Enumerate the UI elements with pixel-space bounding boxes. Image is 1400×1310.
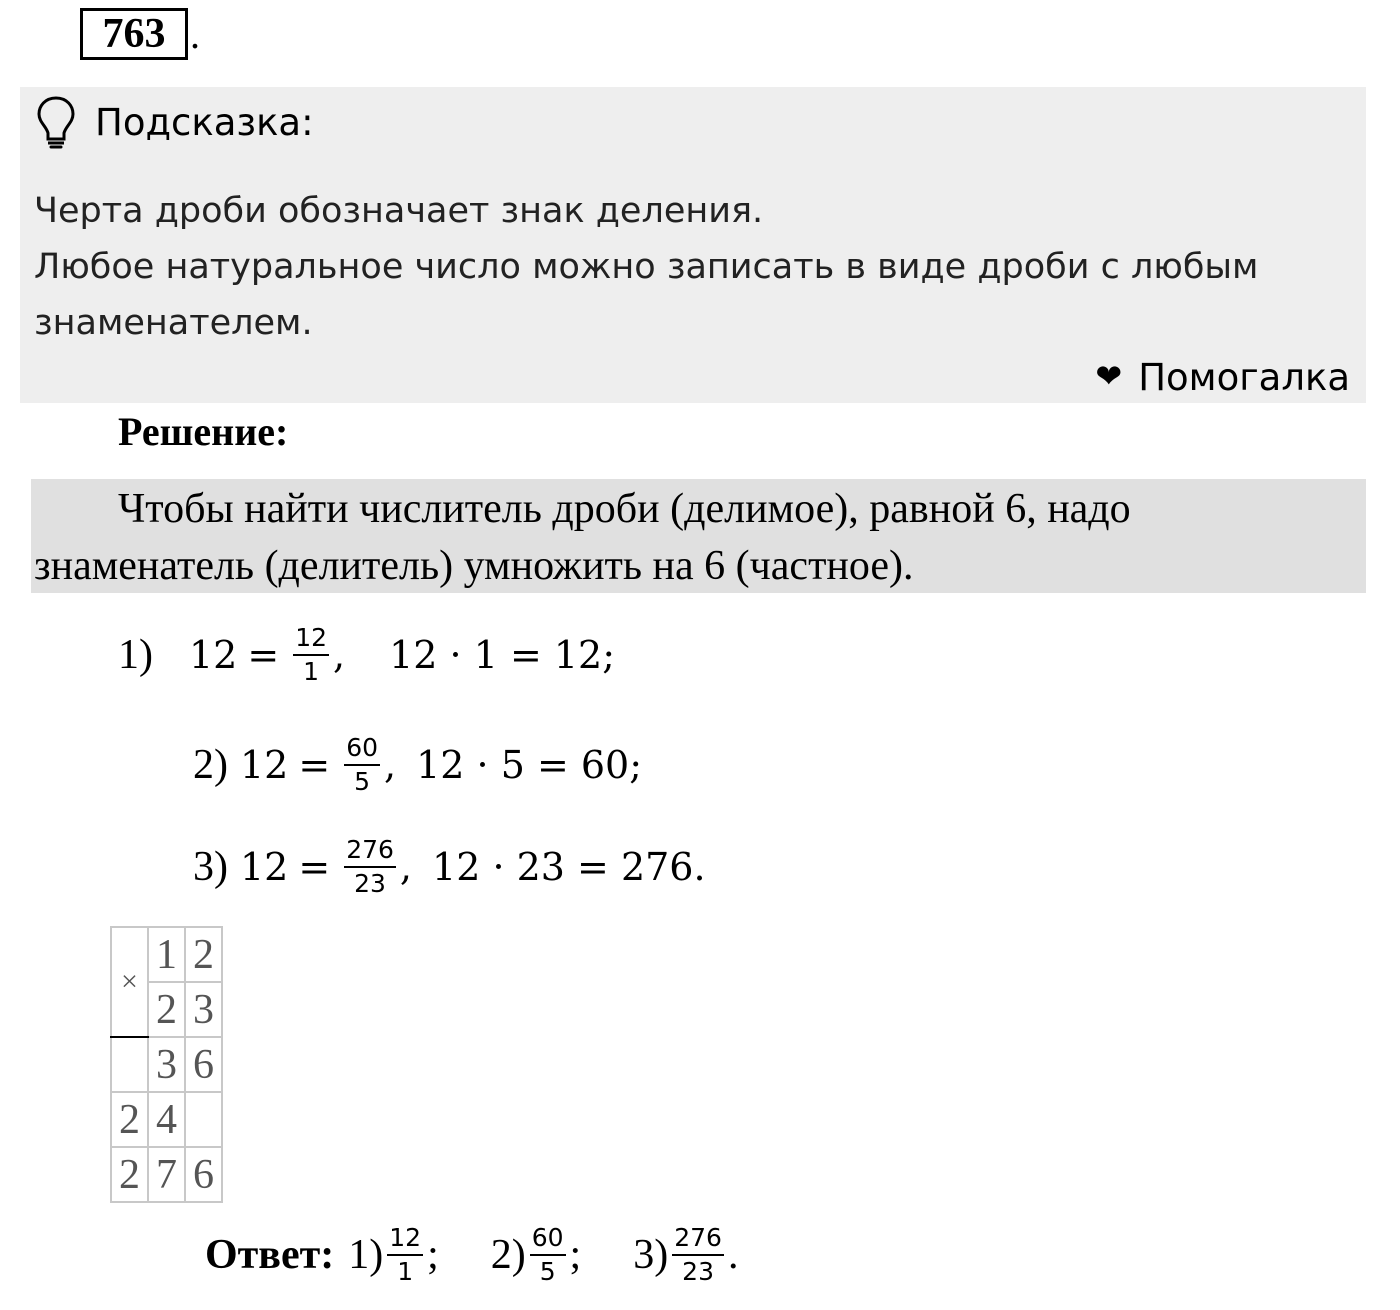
step-label: 1)	[118, 632, 153, 678]
step-expression: 12 · 1 = 12;	[389, 633, 616, 677]
mult-cell: 3	[148, 1037, 185, 1092]
solution-heading: Решение:	[118, 409, 289, 454]
mult-cell: 2	[185, 927, 222, 982]
mult-row	[111, 927, 222, 982]
step-whole: 12	[240, 743, 289, 787]
answer-item-label: 3)	[633, 1232, 669, 1278]
hint-line: Черта дроби обозначает знак деления.	[34, 191, 764, 231]
step-comma: ,	[384, 743, 397, 787]
step-whole: 12	[189, 633, 238, 677]
mult-cell	[185, 1092, 222, 1147]
step-1	[118, 610, 615, 700]
mult-row	[111, 1092, 222, 1147]
multiply-sign: ×	[111, 927, 148, 1037]
brand-link[interactable]	[1095, 350, 1350, 404]
mult-cell: 2	[111, 1147, 148, 1202]
mult-row	[111, 1037, 222, 1092]
fraction-numerator: 276	[672, 1222, 724, 1256]
answer-fraction	[530, 1222, 566, 1288]
hint-line: Любое натуральное число можно записать в виде дроби с любым	[34, 247, 1259, 287]
answer	[205, 1210, 738, 1300]
answer-separator: ;	[427, 1232, 439, 1278]
answer-label: Ответ:	[205, 1232, 335, 1278]
step-comma: ,	[399, 845, 413, 889]
step-expression: 12 · 5 = 60;	[416, 743, 643, 787]
step-fraction	[344, 732, 380, 798]
step-fraction	[344, 834, 396, 900]
step-fraction	[293, 622, 329, 688]
mult-cell: 3	[185, 982, 222, 1037]
mult-cell: 2	[111, 1092, 148, 1147]
step-expression: 12 · 23 = 276.	[432, 845, 706, 889]
step-label: 2)	[193, 742, 228, 788]
mult-cell: 6	[185, 1147, 222, 1202]
mult-cell: 2	[148, 982, 185, 1037]
answer-fraction	[387, 1222, 423, 1288]
rule-line: знаменатель (делитель) умножить на 6 (частное).	[34, 543, 914, 589]
mult-cell: 1	[148, 927, 185, 982]
fraction-denominator: 23	[354, 869, 386, 898]
fraction-denominator: 5	[539, 1257, 556, 1286]
answer-fraction	[672, 1222, 724, 1288]
lightbulb-icon	[35, 95, 77, 151]
step-comma: ,	[333, 633, 346, 677]
answer-separator: .	[727, 1232, 739, 1278]
fraction-denominator: 5	[354, 767, 371, 796]
fraction-denominator: 1	[303, 657, 320, 686]
column-multiplication	[110, 926, 223, 1203]
rule-line: Чтобы найти числитель дроби (делимое), равной 6, надо	[118, 486, 1131, 532]
step-3	[193, 822, 706, 912]
brand-label: Помогалка	[1138, 356, 1350, 399]
problem-number: 763	[80, 8, 188, 60]
step-equals: =	[247, 633, 280, 677]
fraction-numerator: 12	[387, 1222, 423, 1256]
step-whole: 12	[240, 845, 289, 889]
hint-text	[34, 183, 1354, 351]
mult-cell: 6	[185, 1037, 222, 1092]
hint-line: знаменателем.	[34, 303, 313, 343]
fraction-numerator: 60	[530, 1222, 566, 1256]
mult-cell	[111, 1037, 148, 1092]
fraction-denominator: 23	[682, 1257, 714, 1286]
fraction-numerator: 276	[344, 834, 396, 868]
mult-cell: 7	[148, 1147, 185, 1202]
mult-cell: 4	[148, 1092, 185, 1147]
mult-row	[111, 1147, 222, 1202]
step-equals: =	[298, 743, 331, 787]
answer-item-label: 1)	[348, 1232, 384, 1278]
hint-title: Подсказка:	[95, 101, 314, 144]
answer-separator: ;	[569, 1232, 582, 1278]
heart-icon: ❤	[1095, 357, 1123, 395]
step-label: 3)	[193, 844, 228, 890]
fraction-numerator: 12	[293, 622, 329, 656]
answer-item-label: 2)	[490, 1232, 526, 1278]
step-2	[193, 720, 642, 810]
rule-text	[34, 481, 1354, 595]
problem-number-dot: .	[190, 12, 200, 57]
step-equals: =	[298, 845, 331, 889]
fraction-numerator: 60	[344, 732, 380, 766]
fraction-denominator: 1	[397, 1257, 414, 1286]
